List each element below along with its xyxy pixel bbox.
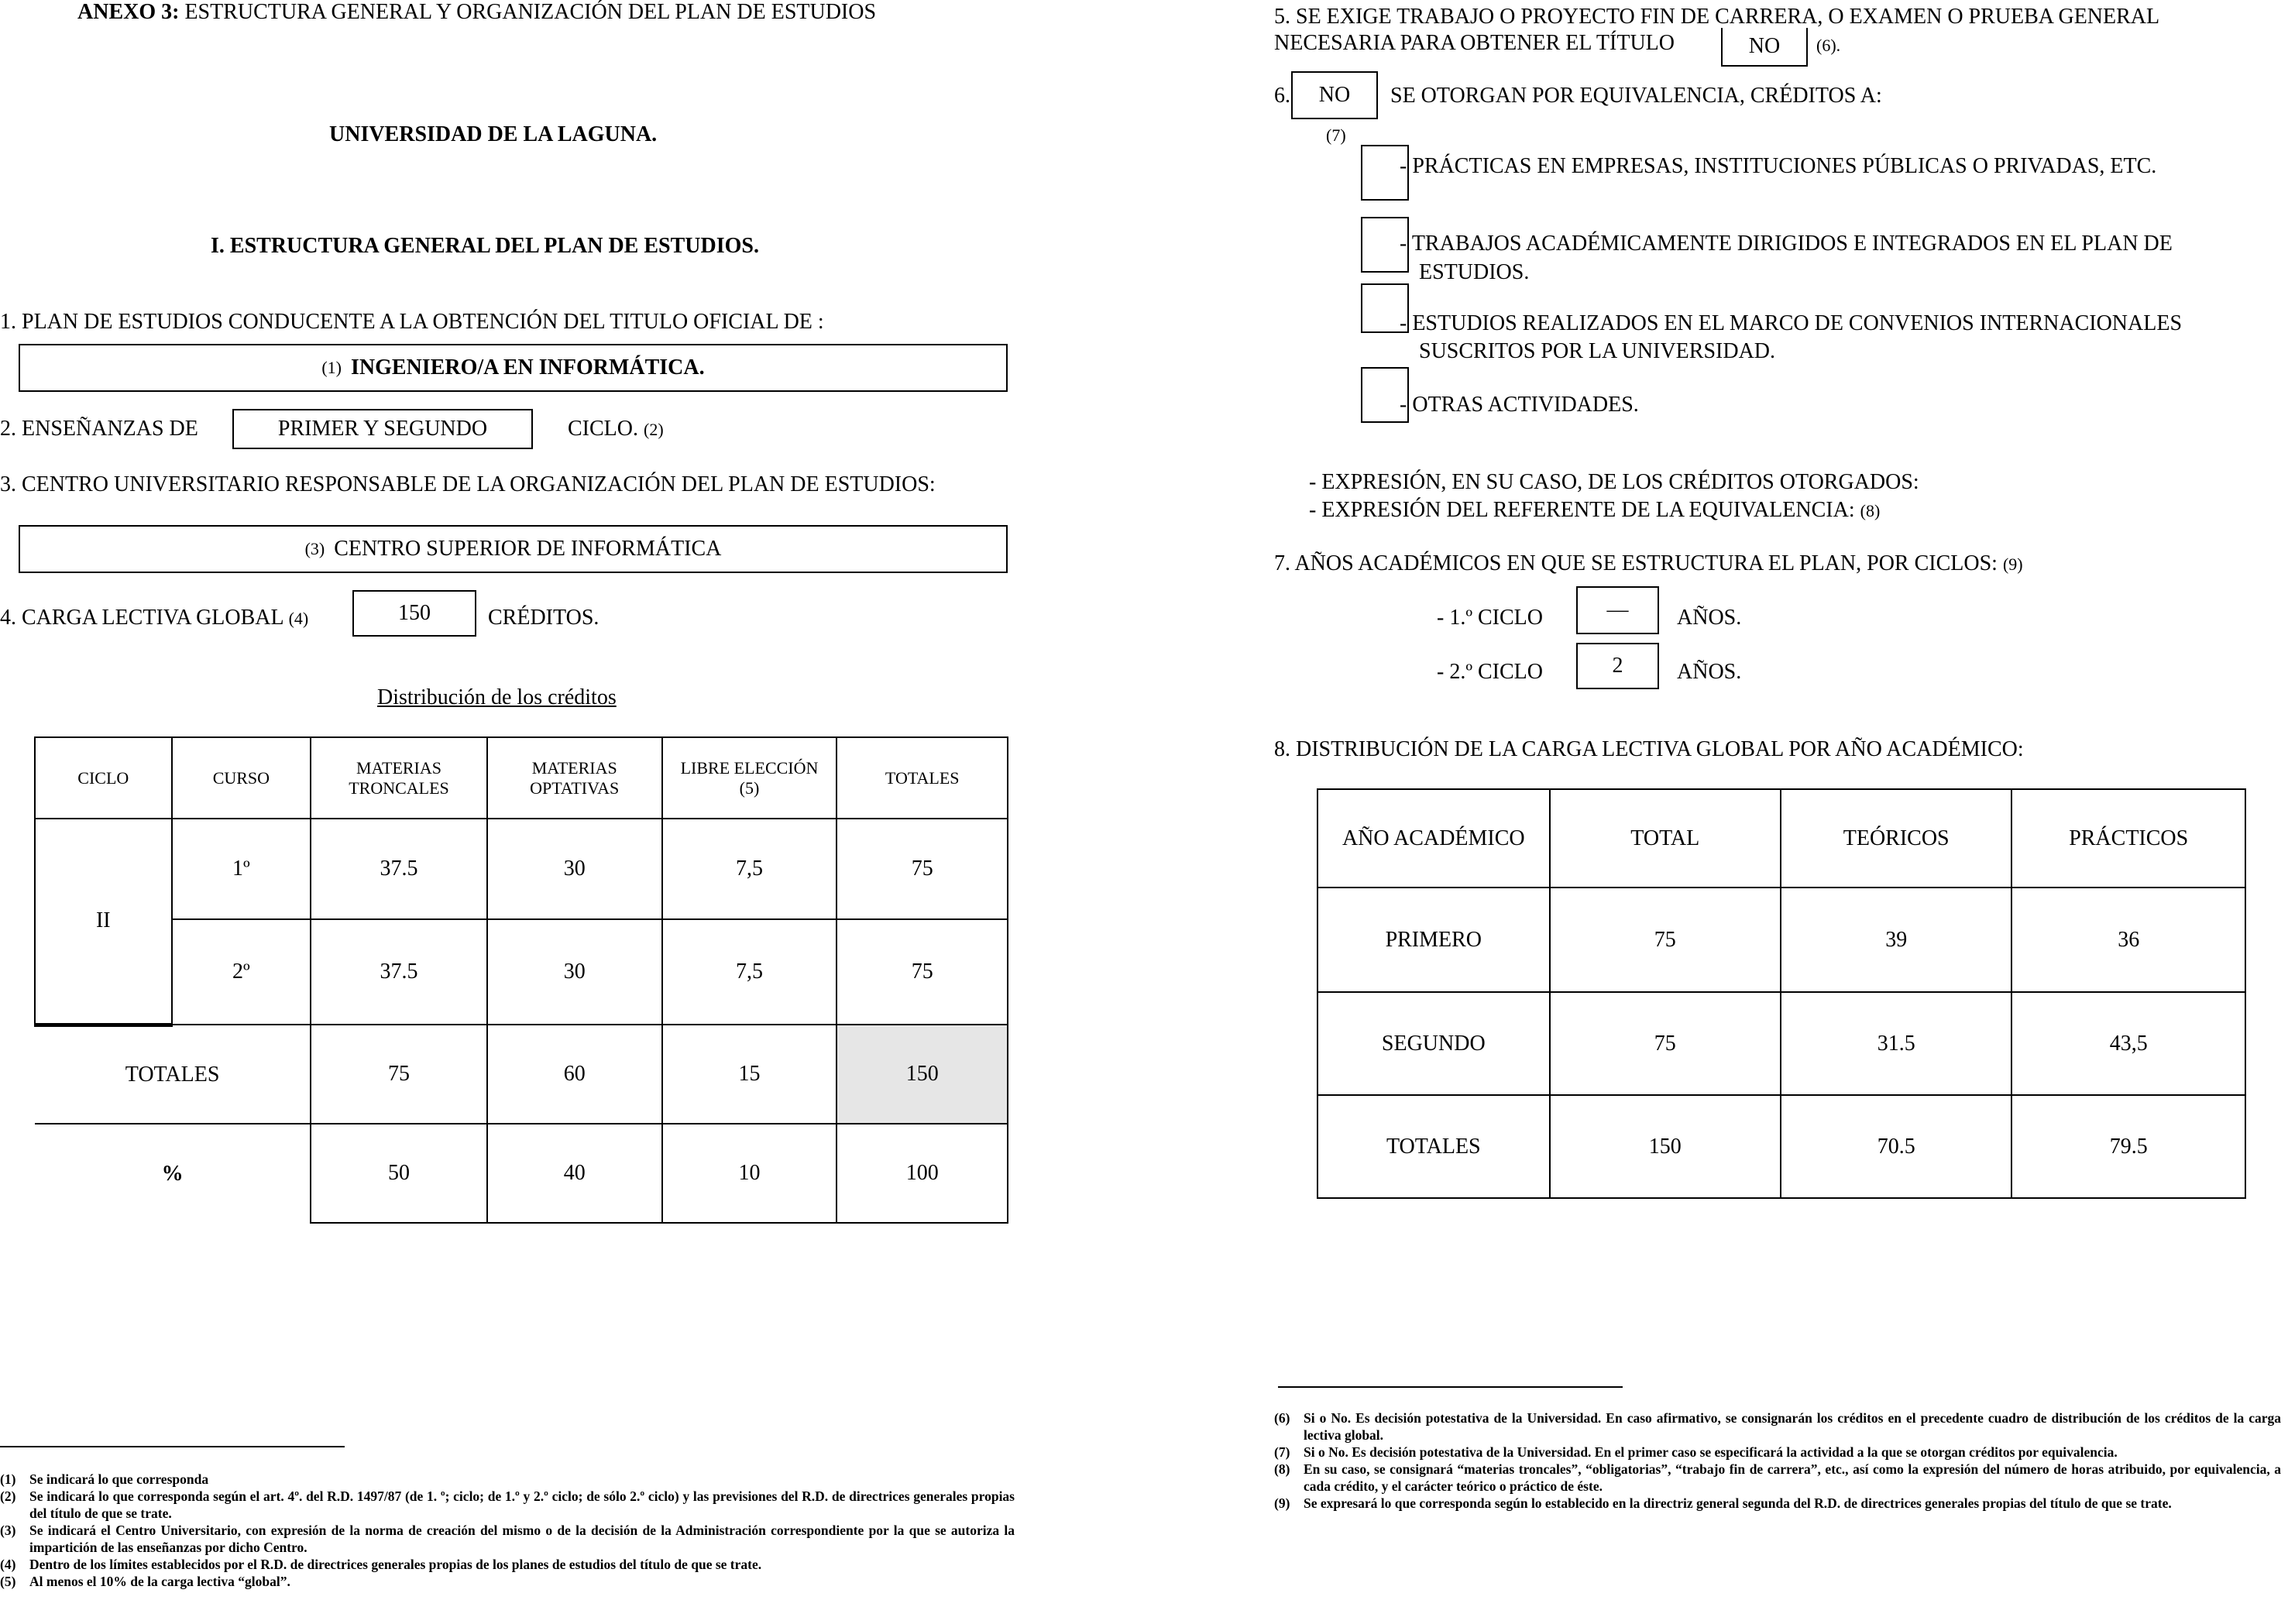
ciclo1-years-value: — bbox=[1606, 598, 1629, 622]
annex-title: ESTRUCTURA GENERAL Y ORGANIZACIÓN DEL PLAN DE ESTUDIOS bbox=[179, 0, 877, 24]
footnote-text: Si o No. Es decisión potestativa de la Universidad. En caso afirmativo, se consignarán los créditos en el precedente cuadro de distribución de los créditos de la carga lectiva global. bbox=[1304, 1410, 2281, 1443]
footnote-text: Se indicará lo que corresponda según el art. 4º. del R.D. 1497/87 (de 1. º; ciclo; de 1.º y 2.º ciclo; de sólo 2.º ciclo) y las previsiones del R.D. de directrices generales propias del título de que se trate. bbox=[29, 1488, 1015, 1521]
university-name: UNIVERSIDAD DE LA LAGUNA. bbox=[329, 122, 658, 146]
degree-title: INGENIERO/A EN INFORMÁTICA. bbox=[351, 355, 705, 379]
ciclo2-anos: AÑOS. bbox=[1677, 660, 1742, 684]
ciclo-cell: II bbox=[35, 819, 172, 1025]
footnote-number: (7) bbox=[1274, 1444, 1290, 1460]
totales-cell: 75 bbox=[837, 919, 1008, 1025]
item3-label: 3. CENTRO UNIVERSITARIO RESPONSABLE DE LA ORGANIZACIÓN DEL PLAN DE ESTUDIOS: bbox=[0, 472, 936, 496]
practice-cell: 79.5 bbox=[2011, 1095, 2245, 1198]
footnote bbox=[1274, 1461, 2281, 1495]
ciclo2-label: - 2.º CICLO bbox=[1437, 660, 1544, 684]
footnote-number: (2) bbox=[0, 1488, 16, 1504]
item5-line1: 5. SE EXIGE TRABAJO O PROYECTO FIN DE CARRERA, O EXAMEN O PRUEBA GENERAL bbox=[1274, 5, 2160, 29]
practice-cell: 36 bbox=[2011, 888, 2245, 992]
col-header-ciclo: CICLO bbox=[35, 737, 172, 819]
teaching-cycles-box bbox=[232, 409, 533, 449]
curso-cell: 1º bbox=[172, 819, 311, 919]
item2-label: 2. ENSEÑANZAS DE bbox=[0, 417, 198, 441]
ciclo2-years-value: 2 bbox=[1612, 654, 1623, 678]
credits-suffix: CRÉDITOS. bbox=[488, 606, 599, 630]
footnote bbox=[0, 1471, 1015, 1488]
item7-note: (9) bbox=[2002, 554, 2023, 574]
item6-note: (7) bbox=[1326, 125, 1346, 145]
footnotes-right bbox=[1274, 1409, 2281, 1512]
center-name: CENTRO SUPERIOR DE INFORMÁTICA bbox=[334, 537, 722, 561]
item5-note: (6). bbox=[1816, 36, 1841, 55]
footnote bbox=[0, 1522, 1015, 1556]
table-row bbox=[1317, 1095, 2245, 1198]
year-cell: SEGUNDO bbox=[1317, 992, 1550, 1095]
optativas-cell: 30 bbox=[487, 919, 662, 1025]
col-header-curso: CURSO bbox=[172, 737, 311, 819]
footnote-number: (9) bbox=[1274, 1495, 1290, 1511]
footnote-text: Se expresará lo que corresponda según lo establecido en la directriz general segunda del R.D. de directrices generales propias del título de que se trate. bbox=[1304, 1495, 2172, 1511]
col-header-optativas-text: MATERIAS OPTATIVAS bbox=[530, 757, 620, 798]
item1-note: (1) bbox=[321, 358, 342, 377]
year-cell: PRIMERO bbox=[1317, 888, 1550, 992]
footnote-rule-right bbox=[1278, 1386, 1623, 1388]
footnotes-left bbox=[0, 1471, 1015, 1590]
theory-cell: 39 bbox=[1781, 888, 2012, 992]
footnote-text: Dentro de los límites establecidos por el R.D. de directrices generales propias de los planes de estudios del título de que se trate. bbox=[29, 1557, 762, 1572]
footnote-number: (5) bbox=[0, 1574, 16, 1589]
footnote bbox=[1274, 1495, 2281, 1512]
totales-cell: 75 bbox=[837, 819, 1008, 919]
practice-cell: 43,5 bbox=[2011, 992, 2245, 1095]
table-header-row bbox=[1317, 789, 2245, 888]
footnote-rule-left bbox=[0, 1446, 345, 1447]
footnote-text: Se indicará el Centro Universitario, con expresión de la norma de creación del mismo o de la decisión de la Administración correspondiente por la que se autoriza la impartición de las enseñanzas por dicho Centro. bbox=[29, 1523, 1015, 1555]
item3-note: (3) bbox=[304, 539, 325, 558]
section-title: I. ESTRUCTURA GENERAL DEL PLAN DE ESTUDIOS. bbox=[211, 234, 759, 258]
col-header-theory: TEÓRICOS bbox=[1781, 789, 2012, 888]
center-box bbox=[19, 525, 1008, 573]
item5-line2: NECESARIA PARA OBTENER EL TÍTULO bbox=[1274, 31, 1675, 55]
item6-label: SE OTORGAN POR EQUIVALENCIA, CRÉDITOS A: bbox=[1390, 84, 1882, 108]
total-cell: 75 bbox=[1550, 992, 1781, 1095]
totals-troncales: 75 bbox=[311, 1025, 487, 1124]
troncales-cell: 37.5 bbox=[311, 919, 487, 1025]
table-row bbox=[1317, 992, 2245, 1095]
col-header-troncales bbox=[311, 737, 487, 819]
annex-label: ANEXO 3: bbox=[77, 0, 180, 24]
ciclo1-years-box bbox=[1576, 586, 1659, 634]
footnote-text: En su caso, se consignará “materias troncales”, “obligatorias”, “trabajo fin de carrera”, etc., así como la expresión del número de horas atribuido, por equivalencia, a cada crédito, y el carácter teórico o práctico de éste. bbox=[1304, 1461, 2281, 1494]
theory-cell: 31.5 bbox=[1781, 992, 2012, 1095]
year-cell: TOTALES bbox=[1317, 1095, 1550, 1198]
annual-load-table bbox=[1317, 788, 2246, 1199]
item4-label-text: 4. CARGA LECTIVA GLOBAL bbox=[0, 606, 283, 630]
footnote-number: (4) bbox=[0, 1557, 16, 1572]
percent-label: % bbox=[35, 1124, 311, 1223]
item2-suffix-text: CICLO. bbox=[568, 417, 638, 441]
item7-label-text: 7. AÑOS ACADÉMICOS EN QUE SE ESTRUCTURA EL PLAN, POR CICLOS: bbox=[1274, 551, 1998, 575]
item6-number: 6. bbox=[1274, 84, 1290, 108]
col-header-total: TOTAL bbox=[1550, 789, 1781, 888]
troncales-cell: 37.5 bbox=[311, 819, 487, 919]
table-row bbox=[35, 819, 1008, 919]
totals-label: TOTALES bbox=[35, 1025, 311, 1124]
totals-row bbox=[35, 1025, 1008, 1124]
footnote-text: Al menos el 10% de la carga lectiva “global”. bbox=[29, 1574, 290, 1589]
col-header-totales: TOTALES bbox=[837, 737, 1008, 819]
table-header-row bbox=[35, 737, 1008, 819]
table-row bbox=[1317, 888, 2245, 992]
percent-optativas: 40 bbox=[487, 1124, 662, 1223]
distribution-title: Distribución de los créditos bbox=[377, 685, 617, 709]
item4-note: (4) bbox=[288, 609, 309, 628]
option-label: - PRÁCTICAS EN EMPRESAS, INSTITUCIONES PÚBLICAS O PRIVADAS, ETC. bbox=[1400, 154, 2157, 178]
col-header-practice: PRÁCTICOS bbox=[2011, 789, 2245, 888]
option-label-cont: SUSCRITOS POR LA UNIVERSIDAD. bbox=[1419, 339, 1776, 363]
option-label: - ESTUDIOS REALIZADOS EN EL MARCO DE CONVENIOS INTERNACIONALES bbox=[1400, 311, 2183, 335]
final-project-value: NO bbox=[1748, 34, 1781, 58]
option-label: - OTRAS ACTIVIDADES. bbox=[1400, 393, 1639, 417]
total-cell: 150 bbox=[1550, 1095, 1781, 1198]
curso-cell: 2º bbox=[172, 919, 311, 1025]
equivalence-value: NO bbox=[1318, 83, 1351, 107]
table-row bbox=[35, 919, 1008, 1025]
final-project-box bbox=[1721, 28, 1808, 67]
totals-optativas: 60 bbox=[487, 1025, 662, 1124]
footnote bbox=[1274, 1444, 2281, 1461]
annex-heading bbox=[77, 0, 876, 25]
credits-box bbox=[352, 590, 476, 637]
expression-credits: - EXPRESIÓN, EN SU CASO, DE LOS CRÉDITOS OTORGADOS: bbox=[1309, 470, 1919, 494]
footnote bbox=[0, 1488, 1015, 1522]
col-header-troncales-text: MATERIAS TRONCALES bbox=[349, 757, 449, 798]
expression-referent-text: - EXPRESIÓN DEL REFERENTE DE LA EQUIVALENCIA: bbox=[1309, 498, 1855, 522]
col-header-libre-text: LIBRE ELECCIÓN (5) bbox=[680, 757, 819, 798]
item2-suffix bbox=[568, 417, 664, 441]
expr2-note: (8) bbox=[1860, 501, 1881, 520]
percent-row bbox=[35, 1124, 1008, 1223]
libre-cell: 7,5 bbox=[662, 819, 837, 919]
ciclo1-anos: AÑOS. bbox=[1677, 606, 1742, 630]
item8-label: 8. DISTRIBUCIÓN DE LA CARGA LECTIVA GLOBAL POR AÑO ACADÉMICO: bbox=[1274, 737, 2024, 761]
option-label: - TRABAJOS ACADÉMICAMENTE DIRIGIDOS E INTEGRADOS EN EL PLAN DE bbox=[1400, 232, 2173, 256]
theory-cell: 70.5 bbox=[1781, 1095, 2012, 1198]
teaching-cycles-value: PRIMER Y SEGUNDO bbox=[277, 417, 488, 441]
item4-label bbox=[0, 606, 308, 630]
col-header-optativas bbox=[487, 737, 662, 819]
ciclo1-label: - 1.º CICLO bbox=[1437, 606, 1544, 630]
footnote-number: (8) bbox=[1274, 1461, 1290, 1477]
credits-distribution-table bbox=[34, 736, 1008, 1224]
equivalence-box bbox=[1291, 71, 1378, 119]
credits-value: 150 bbox=[398, 601, 431, 625]
option-label-cont: ESTUDIOS. bbox=[1419, 260, 1530, 284]
totals-libre: 15 bbox=[662, 1025, 837, 1124]
footnote-text: Si o No. Es decisión potestativa de la Universidad. En el primer caso se especificará la actividad a la que se otorgan créditos por equivalencia. bbox=[1304, 1444, 2118, 1460]
total-cell: 75 bbox=[1550, 888, 1781, 992]
footnote-text: Se indicará lo que corresponda bbox=[29, 1471, 209, 1487]
footnote bbox=[0, 1556, 1015, 1573]
footnote-number: (3) bbox=[0, 1523, 16, 1538]
libre-cell: 7,5 bbox=[662, 919, 837, 1025]
expression-referent bbox=[1309, 498, 1880, 523]
percent-troncales: 50 bbox=[311, 1124, 487, 1223]
col-header-libre bbox=[662, 737, 837, 819]
item1-label: 1. PLAN DE ESTUDIOS CONDUCENTE A LA OBTENCIÓN DEL TITULO OFICIAL DE : bbox=[0, 310, 824, 334]
footnote-number: (1) bbox=[0, 1471, 16, 1487]
col-header-year: AÑO ACADÉMICO bbox=[1317, 789, 1550, 888]
footnote-number: (6) bbox=[1274, 1410, 1290, 1426]
item2-note: (2) bbox=[644, 420, 664, 439]
item7-label bbox=[1274, 551, 2023, 576]
footnote bbox=[0, 1573, 1015, 1590]
ciclo2-years-box bbox=[1576, 643, 1659, 689]
percent-libre: 10 bbox=[662, 1124, 837, 1223]
degree-title-box bbox=[19, 344, 1008, 392]
totals-totales: 150 bbox=[837, 1025, 1008, 1124]
footnote bbox=[1274, 1409, 2281, 1444]
optativas-cell: 30 bbox=[487, 819, 662, 919]
percent-totales: 100 bbox=[837, 1124, 1008, 1223]
